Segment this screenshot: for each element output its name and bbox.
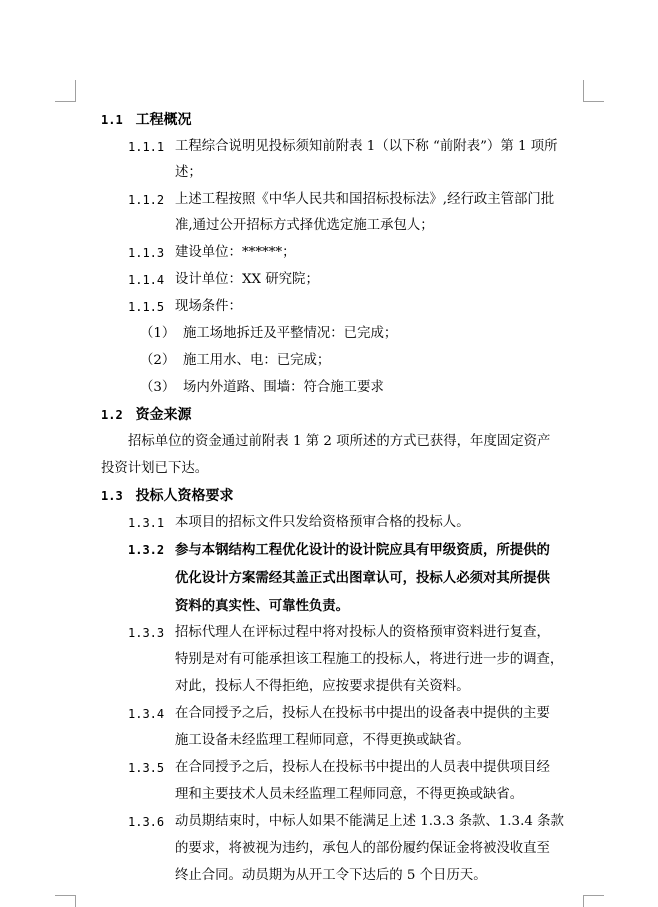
item-number: 1.1.1 [128,140,165,154]
funding-paragraph-line: 招标单位的资金通过前附表 1 第 2 项所述的方式已获得，年度固定资产 [128,434,551,449]
item-1-3-5 [128,758,164,778]
item-number: 1.3.6 [128,815,165,829]
section-title: 工程概况 [135,112,192,128]
item-line: 参与本钢结构工程优化设计的设计院应具有甲级资质，所提供的 [175,542,550,558]
item-line: 优化设计方案需经其盖正式出图章认可，投标人必须对其所提供 [175,570,550,586]
item-line: 在合同授予之后，投标人在投标书中提出的人员表中提供项目经 [175,760,550,775]
section-number: 1.3 [101,489,123,503]
section-heading-1-1 [101,110,192,130]
item-number: 1.3.2 [128,543,165,557]
item-1-3-6 [128,812,164,832]
item-1-1-5 [128,297,164,317]
item-number: 1.1.2 [128,193,165,207]
item-line: 工程综合说明见投标须知前附表 1（以下称 “前附表”）第 1 项所 [175,139,558,154]
item-number: 1.3.4 [128,707,165,721]
item-number: 1.1.4 [128,273,165,287]
item-line: 对此，投标人不得拒绝，应按要求提供有关资料。 [175,679,470,694]
item-number: 1.3.5 [128,761,165,775]
item-line: 特别是对有可能承担该工程施工的投标人，将进行进一步的调查， [175,652,564,667]
section-number: 1.2 [101,408,123,422]
item-line: 在合同授予之后，投标人在投标书中提出的设备表中提供的主要 [175,706,550,721]
item-number: 1.1.5 [128,300,165,314]
item-line: 理和主要技术人员未经监理工程师同意，不得更换或缺省。 [175,787,524,802]
item-number: 1.3.1 [128,516,165,530]
condition-number: （1） [140,326,176,341]
section-heading-1-3 [101,486,234,506]
item-line: 动员期结束时，中标人如果不能满足上述 1.3.3 条款、1.3.4 条款 [175,814,564,829]
section-number: 1.1 [101,113,123,127]
section-title: 投标人资格要求 [135,488,234,504]
item-line: 准,通过公开招标方式择优选定施工承包人； [175,218,434,233]
condition-text: 场内外道路、围墙：符合施工要求 [183,380,384,395]
condition-text: 施工场地拆迁及平整情况：已完成； [183,326,398,341]
item-line: 建设单位：******； [175,245,296,260]
item-number: 1.1.3 [128,246,165,260]
item-1-1-1 [128,137,164,157]
item-line: 述； [175,165,202,180]
item-1-3-3 [128,623,164,643]
funding-paragraph-line: 投资计划已下达。 [101,461,209,476]
condition-number: （3） [140,380,176,395]
section-title: 资金来源 [135,407,192,423]
item-line: 上述工程按照《中华人民共和国招标投标法》,经行政主管部门批 [175,192,555,207]
item-1-1-4 [128,270,164,290]
item-1-3-4 [128,704,164,724]
item-1-1-3 [128,243,164,263]
item-1-1-2 [128,190,164,210]
condition-text: 施工用水、电：已完成； [183,353,331,368]
item-line: 现场条件： [175,299,242,314]
item-number: 1.3.3 [128,626,165,640]
item-line: 设计单位：XX 研究院； [175,272,319,287]
item-1-3-2 [128,540,164,560]
item-line: 本项目的招标文件只发给资格预审合格的投标人。 [175,515,470,530]
item-line: 招标代理人在评标过程中将对投标人的资格预审资料进行复查， [175,625,550,640]
item-line: 的要求，将被视为违约，承包人的部份履约保证金将被没收直至 [175,841,550,856]
item-1-3-1 [128,513,164,533]
condition-number: （2） [140,353,176,368]
item-line: 终止合同。动员期为从开工令下达后的 5 个日历天。 [175,868,487,883]
section-heading-1-2 [101,405,192,425]
item-line: 施工设备未经监理工程师同意，不得更换或缺省。 [175,733,470,748]
item-line: 资料的真实性、可靠性负责。 [175,598,350,614]
